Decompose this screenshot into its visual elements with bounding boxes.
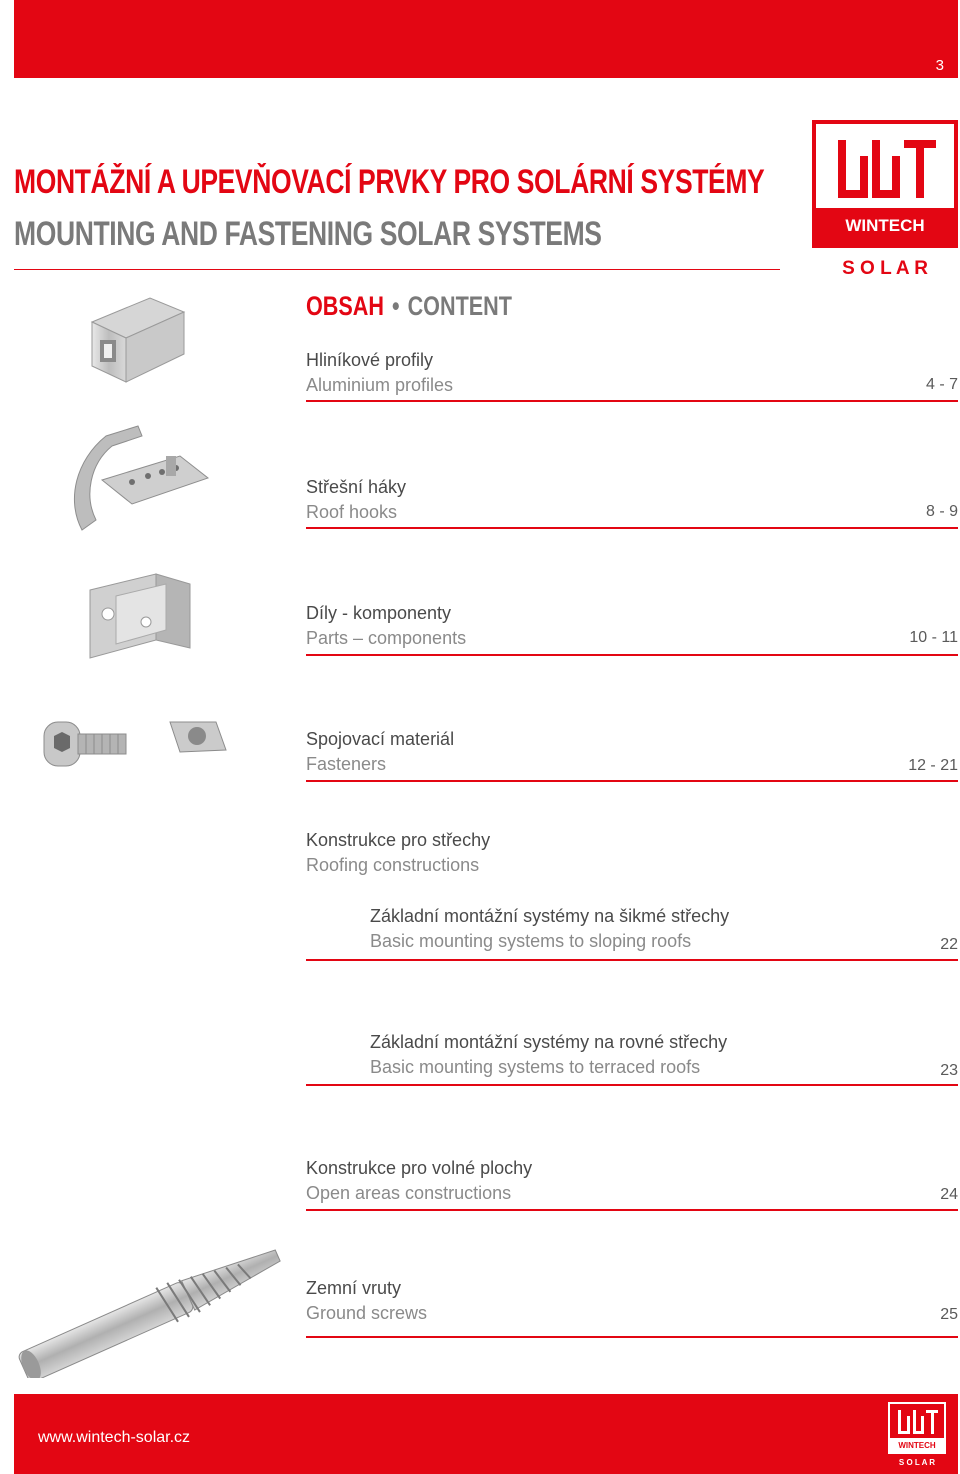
parts-bracket-image [86,570,196,670]
entry-pages: 24 [940,1186,958,1203]
title-divider [14,269,780,270]
entry-pages: 22 [940,936,958,953]
entry-pages: 10 - 11 [909,629,958,646]
entry-title-cz: Hliníkové profily [306,350,434,370]
entry-title-en: Fasteners [306,754,387,774]
entry-divider [306,654,958,656]
entry-divider [306,400,958,402]
toc-entry-parts[interactable] [306,601,958,651]
entry-title-cz: Konstrukce pro střechy [306,830,491,850]
footer-logo-sub: S O L A R [898,1458,936,1467]
entry-title-en: Basic mounting systems to terraced roofs [370,1057,701,1077]
toc-entry-roofing-constructions[interactable] [306,828,958,878]
entry-divider [306,780,958,782]
contents-heading [306,291,512,322]
entry-divider [306,959,958,961]
entry-title-en: Aluminium profiles [306,375,454,395]
toc-entry-ground-screws[interactable] [306,1276,958,1326]
aluminium-profile-image [80,292,200,388]
page-title-cz: MONTÁŽNÍ A UPEVŇOVACÍ PRVKY PRO SOLÁRNÍ SYSTÉMY [14,163,765,201]
top-red-bar [14,0,958,78]
contents-heading-cz: OBSAH [306,291,385,321]
entry-title-en: Roof hooks [306,502,398,522]
page-title-en: MOUNTING AND FASTENING SOLAR SYSTEMS [14,215,602,253]
entry-title-en: Roofing constructions [306,855,480,875]
toc-entry-fasteners[interactable] [306,727,958,777]
entry-title-cz: Konstrukce pro volné plochy [306,1158,533,1178]
entry-divider [306,1209,958,1211]
fasteners-image [40,712,230,812]
ground-screw-image [4,1238,296,1378]
entry-title-cz: Spojovací materiál [306,729,455,749]
toc-entry-open-areas[interactable] [306,1156,958,1206]
website-link[interactable]: www.wintech-solar.cz [38,1429,191,1446]
entry-title-cz: Díly - komponenty [306,603,452,623]
entry-pages: 12 - 21 [908,757,958,774]
entry-title-en: Open areas constructions [306,1183,512,1203]
entry-divider [306,527,958,529]
footer-logo-brand: WINTECH [898,1441,936,1450]
entry-title-cz: Základní montážní systémy na šikmé střechy [370,906,730,926]
bullet-dot: • [392,291,400,321]
entry-title-en: Ground screws [306,1303,428,1323]
toc-entry-sloping-roofs[interactable] [306,904,958,954]
entry-title-en: Basic mounting systems to sloping roofs [370,931,692,951]
entry-pages: 4 - 7 [925,376,958,393]
entry-pages: 8 - 9 [925,503,958,520]
roof-hook-image [62,420,212,548]
entry-divider [306,1084,958,1086]
footer-wintech-logo [888,1402,946,1468]
entry-pages: 23 [940,1062,958,1079]
entry-title-en: Parts – components [306,628,467,648]
page-number: 3 [935,57,944,74]
logo-brand-text: WINTECH [845,216,925,235]
contents-heading-en: CONTENT [407,291,512,321]
entry-title-cz: Zemní vruty [306,1278,402,1298]
wintech-solar-logo [812,120,958,280]
toc-entry-roof-hooks[interactable] [306,475,958,525]
logo-sub-text: S O L A R [842,258,928,279]
entry-title-cz: Střešní háky [306,477,407,497]
entry-pages: 25 [940,1306,958,1323]
entry-title-cz: Základní montážní systémy na rovné střechy [370,1032,728,1052]
entry-divider [306,1336,958,1338]
toc-entry-terraced-roofs[interactable] [306,1030,958,1080]
toc-entry-aluminium-profiles[interactable] [306,348,958,398]
